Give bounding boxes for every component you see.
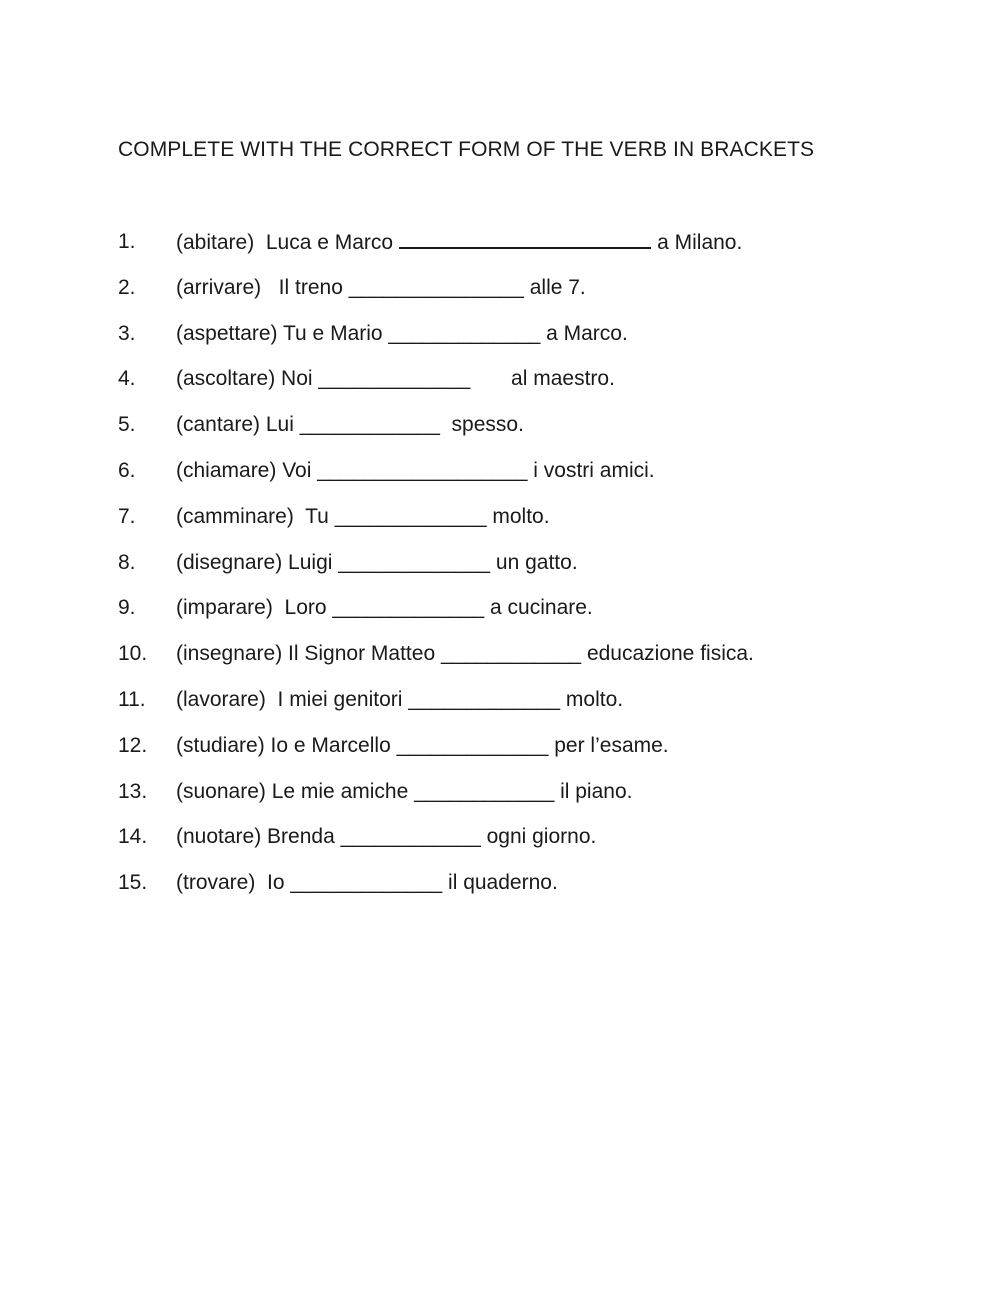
item-sentence[interactable]: (lavorare) I miei genitori _____________ molto.: [176, 687, 624, 711]
item-number: 3.: [118, 321, 136, 345]
item-sentence: [176, 227, 742, 257]
item-number: 13.: [118, 779, 148, 803]
item-number: 9.: [118, 596, 136, 620]
item-sentence[interactable]: (trovare) Io _____________ il quaderno.: [176, 871, 558, 895]
item-sentence[interactable]: (ascoltare) Noi _____________ al maestro.: [176, 367, 615, 391]
item-number: 10.: [118, 642, 148, 666]
item-number: 1.: [118, 230, 136, 253]
item-number: 4.: [118, 367, 136, 391]
item-number: 12.: [118, 733, 148, 757]
item-sentence[interactable]: (nuotare) Brenda ____________ ogni giorno.: [176, 825, 597, 849]
item-sentence[interactable]: (aspettare) Tu e Mario _____________ a Marco.: [176, 321, 628, 345]
item-sentence[interactable]: (insegnare) Il Signor Matteo ____________ educazione fisica.: [176, 642, 754, 666]
sentence-after: a Milano.: [657, 231, 743, 254]
answer-blank[interactable]: [399, 227, 651, 249]
item-number: 7.: [118, 504, 136, 528]
item-number: 5.: [118, 413, 136, 437]
item-number: 15.: [118, 871, 148, 895]
sentence-before: (abitare) Luca e Marco: [176, 231, 394, 254]
worksheet-title: COMPLETE WITH THE CORRECT FORM OF THE VERB IN BRACKETS: [118, 138, 815, 161]
item-sentence[interactable]: (arrivare) Il treno _______________ alle 7.: [176, 275, 586, 299]
item-number: 8.: [118, 550, 136, 574]
item-sentence[interactable]: (chiamare) Voi __________________ i vostri amici.: [176, 458, 655, 482]
item-sentence[interactable]: (cantare) Lui ____________ spesso.: [176, 413, 524, 437]
item-number: 6.: [118, 458, 136, 482]
item-number: 14.: [118, 825, 148, 849]
item-number: 11.: [118, 687, 146, 711]
item-sentence[interactable]: (imparare) Loro _____________ a cucinare.: [176, 596, 593, 620]
item-sentence[interactable]: (studiare) Io e Marcello _____________ per l’esame.: [176, 733, 669, 757]
item-sentence[interactable]: (suonare) Le mie amiche ____________ il piano.: [176, 779, 633, 803]
item-sentence[interactable]: (disegnare) Luigi _____________ un gatto.: [176, 550, 578, 574]
item-number: 2.: [118, 275, 136, 299]
item-sentence[interactable]: (camminare) Tu _____________ molto.: [176, 504, 550, 528]
